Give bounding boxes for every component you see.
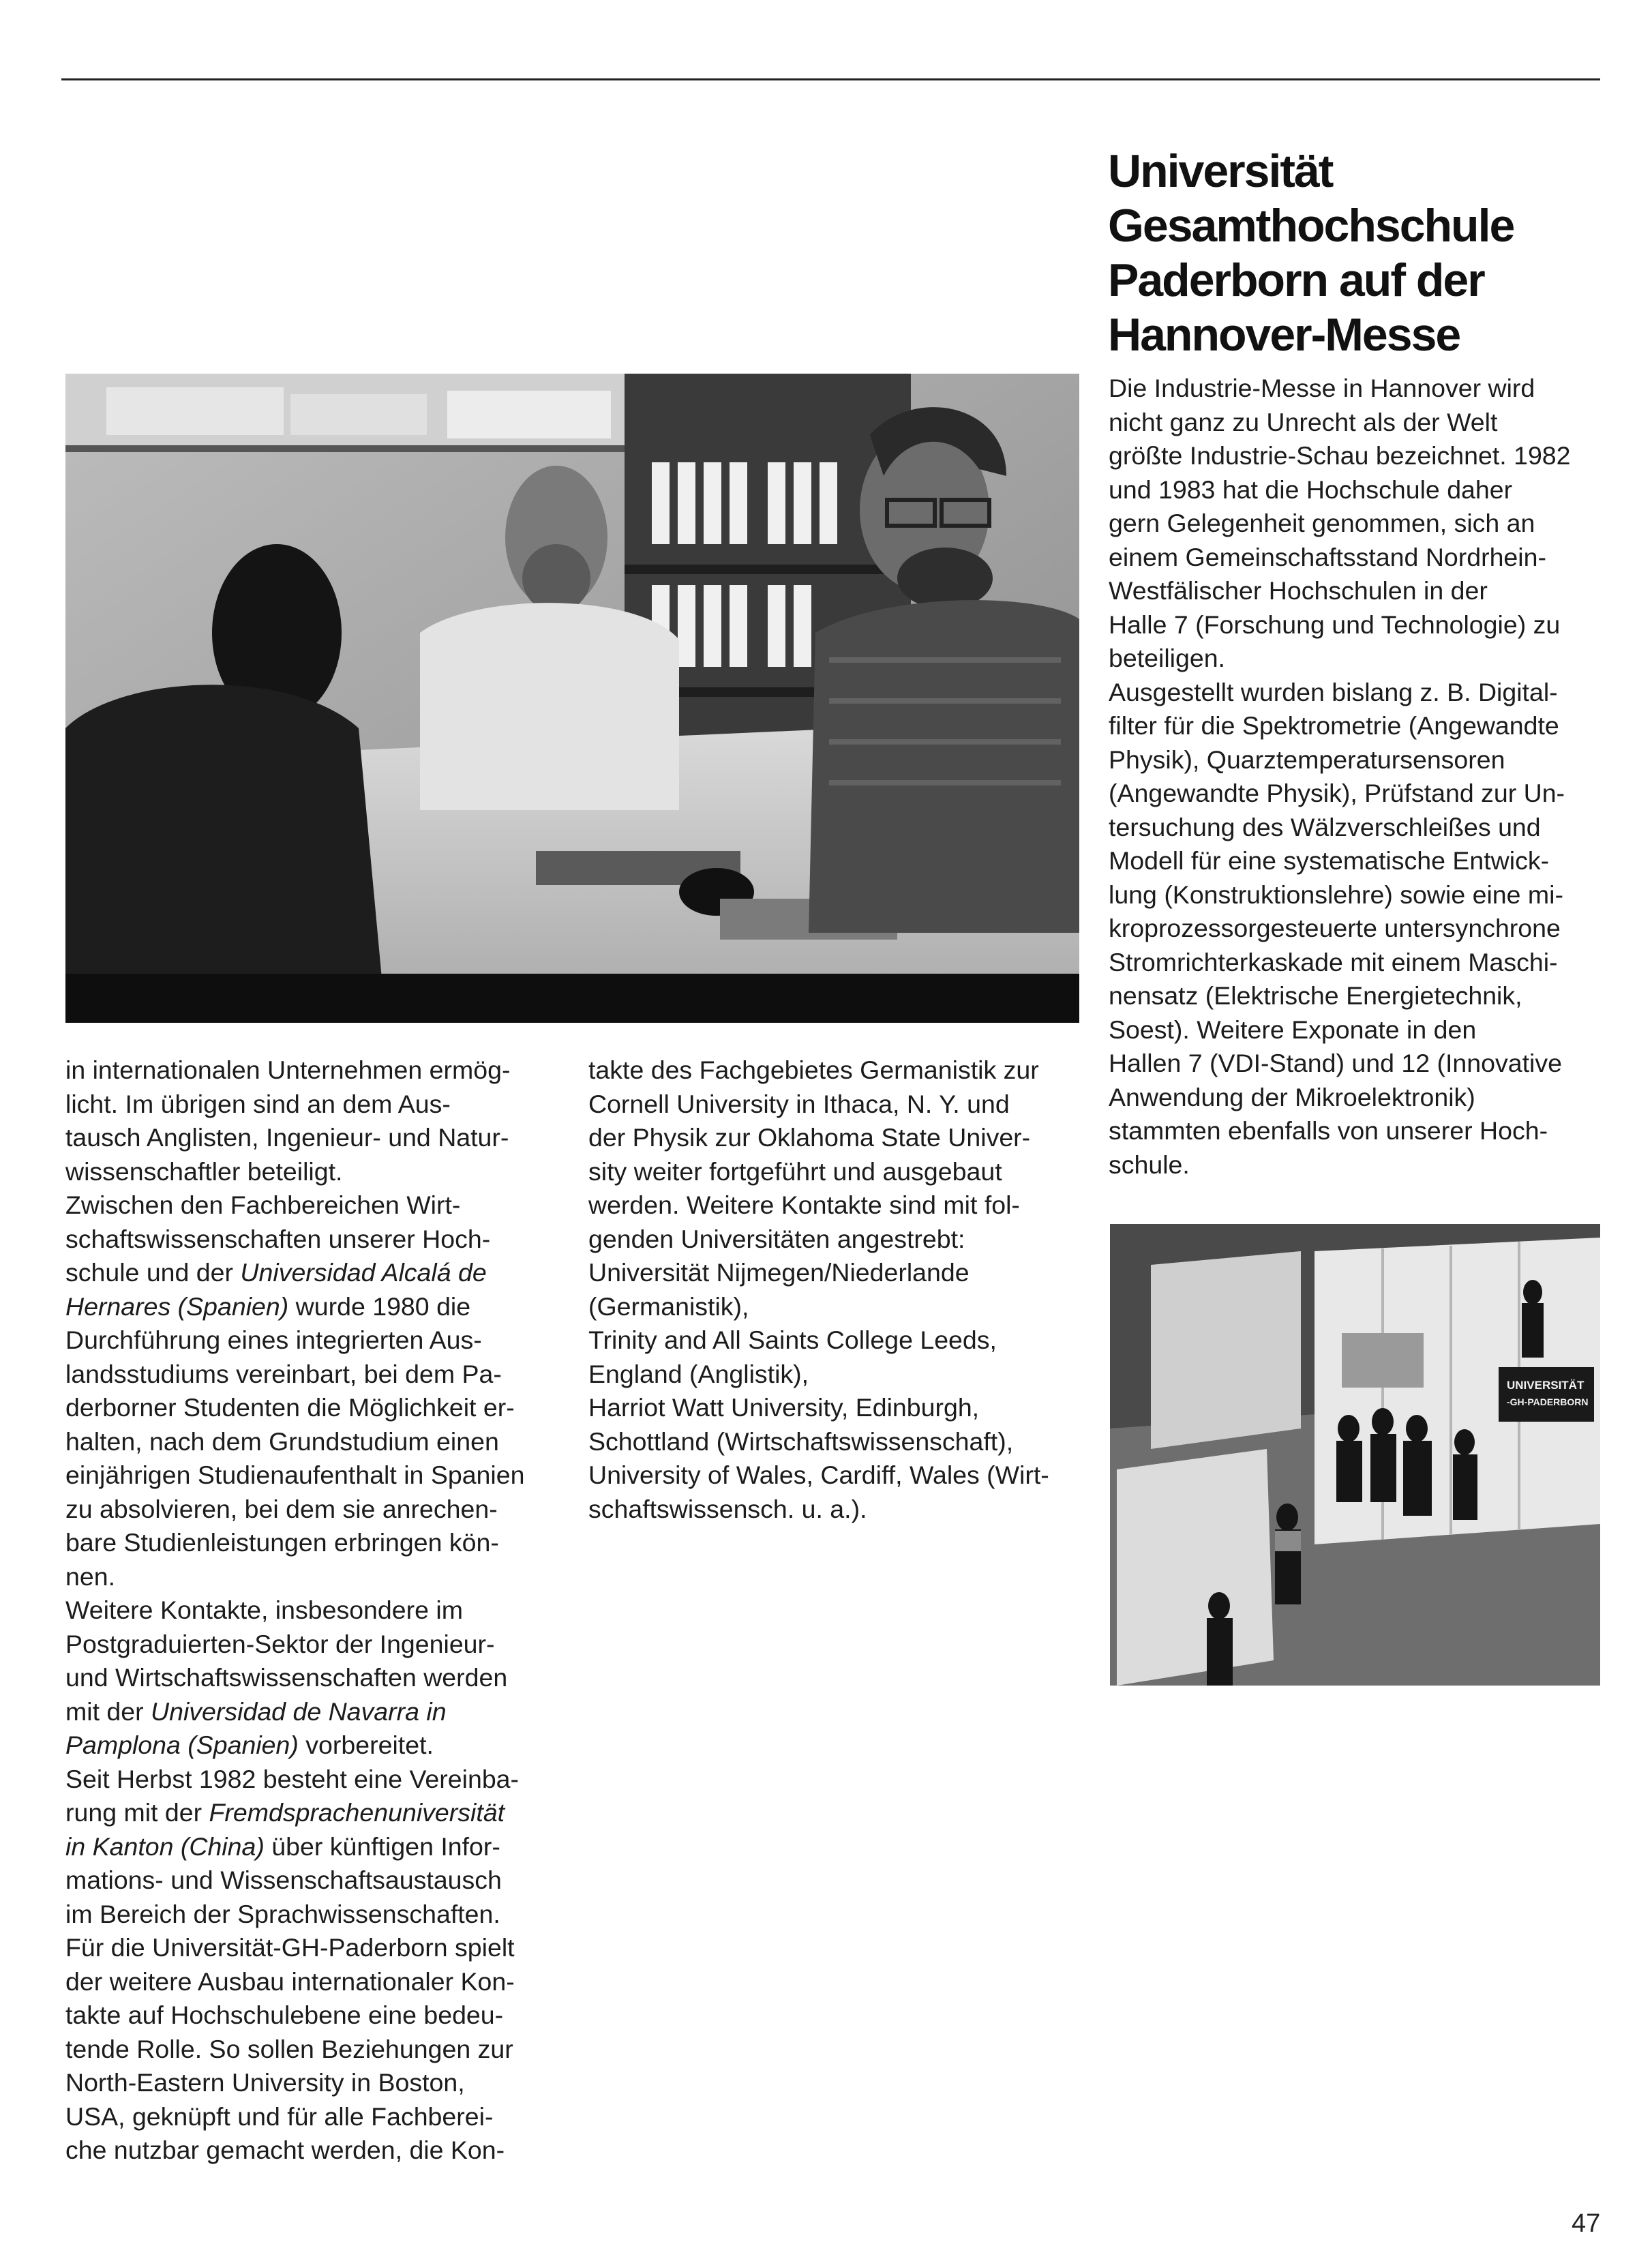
text-line: rung mit der Fremdsprachenuniversität bbox=[65, 1798, 505, 1827]
text-line: beteiligen. bbox=[1109, 644, 1225, 672]
text-line: nen. bbox=[65, 1561, 115, 1591]
headline-line: Gesamthochschule bbox=[1108, 199, 1514, 252]
text-line: nicht ganz zu Unrecht als der Welt bbox=[1109, 407, 1498, 436]
text-line: in internationalen Unternehmen ermög- bbox=[65, 1056, 511, 1084]
text-line: nensatz (Elektrische Energietechnik, bbox=[1109, 981, 1522, 1010]
text-line: bare Studienleistungen erbringen kön- bbox=[65, 1528, 499, 1557]
text-line: Hallen 7 (VDI-Stand) und 12 (Innovative bbox=[1109, 1049, 1562, 1077]
text-line: Anwendung der Mikroelektronik) bbox=[1109, 1082, 1475, 1111]
text-line: mations- und Wissenschaftsaustausch bbox=[65, 1866, 502, 1894]
text-line: North-Eastern University in Boston, bbox=[65, 2068, 465, 2097]
text-column-1 bbox=[65, 1053, 556, 2168]
text-line: halten, nach dem Grundstudium einen bbox=[65, 1426, 499, 1456]
text-line: licht. Im übrigen sind an dem Aus- bbox=[65, 1089, 451, 1118]
text-line: genden Universitäten angestrebt: bbox=[588, 1224, 965, 1253]
photo-trade-fair-stand bbox=[1110, 1224, 1600, 1686]
text-line: stammten ebenfalls von unserer Hoch- bbox=[1109, 1116, 1548, 1145]
text-line: Zwischen den Fachbereichen Wirt- bbox=[65, 1191, 461, 1219]
text-line: Für die Universität-GH-Paderborn spielt bbox=[65, 1933, 515, 1962]
text-line: werden. Weitere Kontakte sind mit fol- bbox=[588, 1191, 1020, 1219]
text-line: USA, geknüpft und für alle Fachberei- bbox=[65, 2101, 494, 2131]
text-line: Hernares (Spanien) wurde 1980 die bbox=[65, 1291, 471, 1321]
photo-meeting bbox=[65, 374, 1079, 1023]
text-line: der Physik zur Oklahoma State Univer- bbox=[588, 1123, 1031, 1152]
italic-title: Hernares (Spanien) bbox=[65, 1291, 289, 1321]
text-line: Soest). Weitere Exponate in den bbox=[1109, 1015, 1477, 1044]
article-headline bbox=[1108, 144, 1585, 362]
text-line: Stromrichterkaskade mit einem Maschi- bbox=[1109, 947, 1558, 976]
text-line: (Germanistik), bbox=[588, 1291, 749, 1321]
text-line: landsstudiums vereinbart, bei dem Pa- bbox=[65, 1359, 502, 1388]
italic-title: Universidad Alcalá de bbox=[240, 1258, 487, 1287]
text-line: Harriot Watt University, Edinburgh, bbox=[588, 1393, 980, 1422]
headline-line: Hannover-Messe bbox=[1108, 308, 1460, 361]
text-line: sity weiter fortgeführt und ausgebaut bbox=[588, 1156, 1002, 1186]
text-line: und 1983 hat die Hochschule daher bbox=[1109, 475, 1513, 504]
text-line: gern Gelegenheit genommen, sich an bbox=[1109, 509, 1535, 537]
text-line: mit der Universidad de Navarra in bbox=[65, 1696, 447, 1726]
text-line: (Angewandte Physik), Prüfstand zur Un- bbox=[1109, 779, 1565, 807]
text-line: Durchführung eines integrierten Aus- bbox=[65, 1326, 482, 1354]
text-line: der weitere Ausbau internationaler Kon- bbox=[65, 1966, 515, 1996]
italic-title: in Kanton (China) bbox=[65, 1831, 265, 1861]
text-line: Die Industrie-Messe in Hannover wird bbox=[1109, 374, 1535, 402]
text-column-2 bbox=[588, 1053, 1079, 1526]
text-line: in Kanton (China) über künftigen Infor- bbox=[65, 1831, 500, 1861]
top-rule bbox=[61, 78, 1600, 80]
text-line: Schottland (Wirtschaftswissenschaft), bbox=[588, 1426, 1014, 1456]
italic-title: Pamplona (Spanien) bbox=[65, 1731, 299, 1759]
text-line: takte des Fachgebietes Germanistik zur bbox=[588, 1056, 1039, 1084]
text-line: Postgraduierten-Sektor der Ingenieur- bbox=[65, 1629, 495, 1658]
headline-line: Universität bbox=[1108, 145, 1333, 197]
text-line: wissenschaftler beteiligt. bbox=[65, 1156, 343, 1186]
text-line: größte Industrie-Schau bezeichnet. 1982 bbox=[1109, 441, 1571, 470]
text-line: University of Wales, Cardiff, Wales (Wirt- bbox=[588, 1461, 1049, 1489]
text-line: derborner Studenten die Möglichkeit er- bbox=[65, 1393, 515, 1422]
text-line: im Bereich der Sprachwissenschaften. bbox=[65, 1899, 500, 1928]
text-line: einjährigen Studienaufenthalt in Spanien bbox=[65, 1461, 525, 1489]
text-line: Modell für eine systematische Entwick- bbox=[1109, 846, 1550, 875]
text-line: Pamplona (Spanien) vorbereitet. bbox=[65, 1731, 434, 1759]
text-line: Physik), Quarztemperatursensoren bbox=[1109, 745, 1505, 774]
text-line: kroprozessorgesteuerte untersynchrone bbox=[1109, 914, 1561, 942]
headline-line: Paderborn auf der bbox=[1108, 254, 1484, 306]
text-line: Ausgestellt wurden bislang z. B. Digital- bbox=[1109, 677, 1558, 706]
text-line: schule. bbox=[1109, 1150, 1190, 1179]
text-line: tausch Anglisten, Ingenieur- und Natur- bbox=[65, 1123, 509, 1152]
stand-sign-line-1: UNIVERSITÄT bbox=[1507, 1379, 1585, 1392]
text-line: Seit Herbst 1982 besteht eine Vereinba- bbox=[65, 1764, 520, 1793]
text-line: che nutzbar gemacht werden, die Kon- bbox=[65, 2136, 505, 2164]
text-line: England (Anglistik), bbox=[588, 1359, 809, 1388]
text-line: Trinity and All Saints College Leeds, bbox=[588, 1326, 997, 1354]
text-line: tende Rolle. So sollen Beziehungen zur bbox=[65, 2034, 513, 2063]
text-line: Universität Nijmegen/Niederlande bbox=[588, 1258, 970, 1287]
page-number: 47 bbox=[1572, 2209, 1601, 2238]
text-line: takte auf Hochschulebene eine bedeu- bbox=[65, 2001, 504, 2029]
text-line: Westfälischer Hochschulen in der bbox=[1109, 576, 1488, 605]
text-line: Halle 7 (Forschung und Technologie) zu bbox=[1109, 610, 1561, 639]
text-line: lung (Konstruktionslehre) sowie eine mi- bbox=[1109, 880, 1563, 909]
italic-title: Universidad de Navarra in bbox=[151, 1696, 447, 1726]
text-line: schaftswissenschaften unserer Hoch- bbox=[65, 1224, 491, 1253]
text-line: schule und der Universidad Alcalá de bbox=[65, 1258, 487, 1287]
italic-title: Fremdsprachenuniversität bbox=[209, 1798, 505, 1827]
text-line: einem Gemeinschaftsstand Nordrhein- bbox=[1109, 542, 1546, 571]
text-line: tersuchung des Wälzverschleißes und bbox=[1109, 812, 1541, 841]
text-line: Weitere Kontakte, insbesondere im bbox=[65, 1596, 463, 1624]
text-line: filter für die Spektrometrie (Angewandte bbox=[1109, 711, 1559, 740]
text-line: zu absolvieren, bei dem sie anrechen- bbox=[65, 1494, 498, 1523]
text-line: und Wirtschaftswissenschaften werden bbox=[65, 1663, 508, 1692]
text-line: Cornell University in Ithaca, N. Y. und bbox=[588, 1089, 1010, 1118]
text-column-3 bbox=[1109, 372, 1600, 1182]
stand-sign-line-2: -GH-PADERBORN bbox=[1507, 1396, 1589, 1407]
text-line: schaftswissensch. u. a.). bbox=[588, 1494, 867, 1523]
